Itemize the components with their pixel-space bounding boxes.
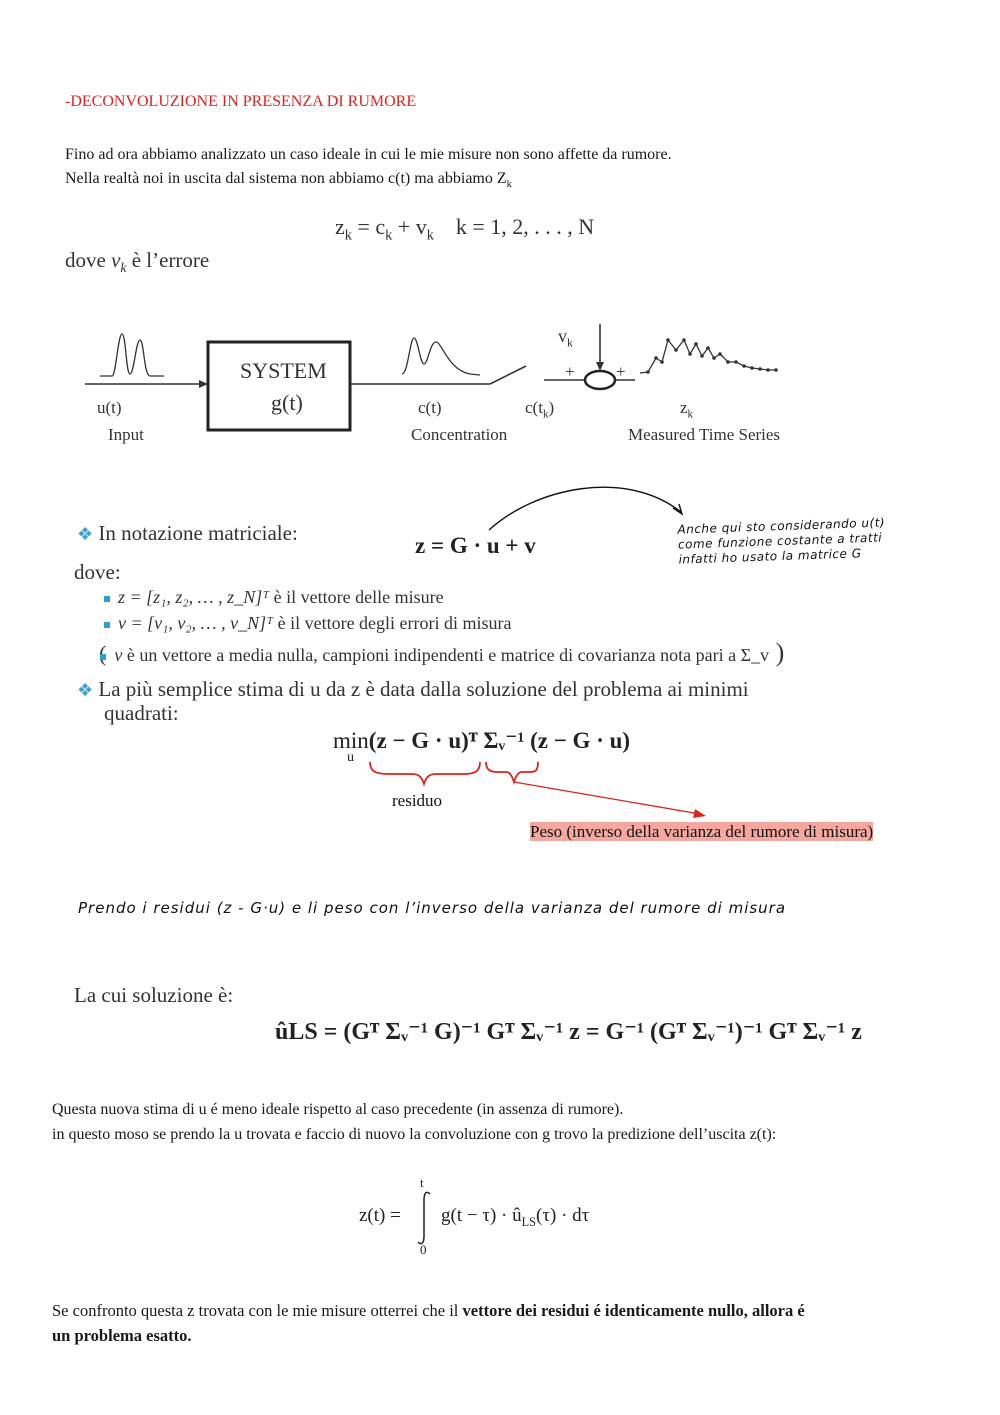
integral-lower: 0 [420, 1242, 427, 1257]
intro-line-1: Fino ad ora abbiamo analizzato un caso ideale in cui le mie misure non sono affette da rumore. [65, 146, 672, 163]
item-vprops-math: v [114, 645, 123, 665]
matrix-equation: z = G · u + v [415, 533, 536, 558]
dove-label: dove: [74, 560, 121, 584]
integral-body-text: g(t − τ) · û [441, 1205, 522, 1226]
integral-body-end: (τ) · dτ [536, 1205, 590, 1226]
item-z-text: è il vettore delle misure [273, 587, 444, 607]
handwritten-note-top [677, 515, 886, 567]
intro-line-2-text: Nella realtà noi in uscita dal sistema non abbiamo c(t) ma abbiamo Z [65, 170, 507, 187]
measurement-equation: $z_k = c_k + v_k$ k = 1, 2, . . . , N [335, 214, 595, 244]
eq-c-sub: k [385, 227, 393, 244]
final-bold-2: un problema esatto. [52, 1326, 192, 1345]
summing-node [585, 371, 615, 389]
vk-text: v [558, 326, 567, 346]
final-bold-1: vettore dei residui é identicamente nullo, allora é [462, 1301, 805, 1320]
eq-v: v [415, 214, 427, 239]
input-label: Input [108, 425, 144, 444]
min-expr: (z − G · u)ᵀ Σᵥ⁻¹ (z − G · u) [368, 728, 631, 753]
handnote-line-2: come funzione costante a tratti [677, 530, 883, 552]
handwritten-paren-right: ) [775, 638, 785, 667]
vk-sub: k [567, 336, 573, 350]
eq-range: k = 1, 2, . . . , N [455, 214, 595, 239]
eq-c: c [375, 214, 386, 239]
ls-bullet-line-1: La più semplice stima di u da z è data dalla soluzione del problema ai minimi [98, 677, 749, 701]
eq-z-sub: k [344, 227, 352, 244]
final-line-1 [52, 1299, 805, 1323]
plus-right: + [616, 362, 626, 381]
integral-body-sub: LS [521, 1214, 537, 1229]
noise-arrowhead [596, 362, 604, 371]
square-bullet-icon [100, 654, 106, 660]
handwritten-note-middle: Prendo i residui (z - G·u) e li peso con l’inverso della varianza del rumore di misura [78, 899, 787, 917]
item-v-math: v = [v₁, v₂, … , v_N]ᵀ [118, 613, 274, 633]
page-title: -DECONVOLUZIONE IN PRESENZA DI RUMORE [65, 93, 417, 110]
solution-equation: ûLS = (Gᵀ Σᵥ⁻¹ G)⁻¹ Gᵀ Σᵥ⁻¹ z = G⁻¹ (Gᵀ Σᵥ⁻¹)⁻¹ Gᵀ Σᵥ⁻¹ z [275, 1019, 862, 1045]
dove-suffix: è l’errore [131, 248, 210, 272]
item-vprops-text: è un vettore a media nulla, campioni indipendenti e matrice di covarianza nota pari a Σ_v [126, 645, 770, 665]
square-bullet-icon [104, 596, 110, 602]
plus-left: + [565, 362, 575, 381]
integral-body [441, 1205, 589, 1230]
final-line-2 [52, 1324, 192, 1348]
item-v-text: è il vettore degli errori di misura [277, 613, 512, 633]
concentration-signal [402, 338, 480, 375]
annotation-arrow [485, 478, 695, 538]
brace-residuo [370, 762, 480, 784]
system-box [208, 342, 350, 430]
matrix-bullet [77, 521, 298, 546]
integral-upper: t [420, 1175, 424, 1190]
zk-sub: k [687, 408, 694, 421]
brace-peso [486, 762, 538, 782]
vk-label [558, 326, 573, 350]
ctk-sub: k [542, 408, 549, 421]
integral-sign-icon [412, 1190, 436, 1246]
eq-v-sub: k [426, 227, 434, 244]
min-sub: u [347, 750, 354, 765]
peso-arrow-line [514, 782, 700, 814]
list-item-z [104, 587, 444, 608]
square-bullet-icon [104, 622, 110, 628]
ls-bullet [77, 677, 749, 702]
intro-line-2-sub: k [506, 179, 512, 191]
ctk-text: c(t [525, 398, 543, 417]
intro-line-2 [65, 167, 512, 197]
diamond-bullet-icon: ❖ [77, 680, 94, 700]
input-signal [100, 334, 164, 376]
peso-arrowhead [693, 809, 706, 818]
integral-lhs: z(t) = [359, 1205, 401, 1226]
peso-text: Peso (inverso della varianza del rumore di misura) [530, 822, 874, 841]
zk-text: z [680, 398, 688, 417]
u-label: u(t) [97, 398, 122, 417]
item-z-math: z = [z₁, z₂, … , z_N]ᵀ [118, 587, 270, 607]
concentration-label: Concentration [411, 425, 508, 444]
ls-min-expression [333, 727, 630, 754]
ctk-label: $c(t_k)$ [525, 398, 555, 421]
after-line-2: in questo moso se prendo la u trovata e faccio di nuovo la convoluzione con g trovo la predizione dell’uscita z(t): [52, 1126, 777, 1143]
dove-word: dove [65, 248, 106, 272]
residuo-label: residuo [392, 791, 443, 810]
dove-errore [65, 248, 209, 276]
list-item-v-props [99, 638, 784, 668]
peso-label [530, 822, 873, 842]
dove-var-sub: k [120, 260, 127, 276]
handnote-line-1: Anche qui sto considerando u(t) [677, 515, 886, 537]
sampling-switch [490, 366, 526, 384]
c-label: c(t) [418, 398, 442, 417]
system-gt-label: g(t) [271, 390, 303, 415]
final-normal: Se confronto questa z trovata con le mie misure otterrei che il [52, 1301, 463, 1320]
after-line-1: Questa nuova stima di u é meno ideale rispetto al caso precedente (in assenza di rumore). [52, 1101, 624, 1118]
system-label: SYSTEM [240, 358, 327, 383]
solution-label: La cui soluzione è: [74, 983, 234, 1007]
ls-bullet-line-2: quadrati: [104, 701, 179, 725]
list-item-v [104, 613, 512, 634]
matrix-bullet-label: In notazione matriciale: [98, 521, 298, 545]
measured-label: Measured Time Series [628, 425, 781, 444]
zk-label [680, 398, 693, 420]
dove-var: v [111, 248, 121, 272]
braces-annotation [360, 758, 720, 822]
measured-series [640, 340, 776, 373]
eq-z: z [335, 214, 345, 239]
min-label: min [333, 728, 369, 753]
diamond-bullet-icon: ❖ [77, 524, 94, 544]
handnote-line-3: infatti ho usato la matrice G [678, 546, 862, 567]
